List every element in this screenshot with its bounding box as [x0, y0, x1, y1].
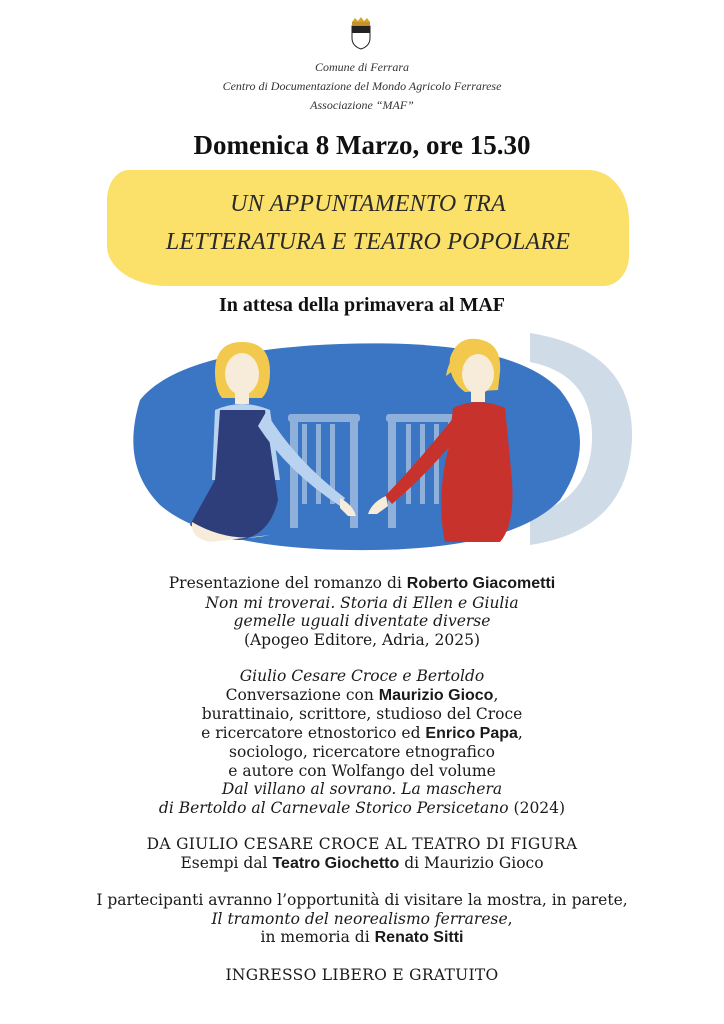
book-title-line: gemelle uguali diventate diverse — [233, 612, 491, 630]
event-subtitle: In attesa della primavera al MAF — [218, 294, 506, 316]
organizer-line: Comune di Ferrara — [315, 60, 409, 74]
exhibit-intro: I partecipanti avranno l’opportunità di visitare la mostra, in parete, — [96, 891, 628, 909]
conversation-topic: Giulio Cesare Croce e Bertoldo — [239, 667, 485, 685]
volume-title-part: di Bertoldo al Carnevale Storico Persicetano — [158, 798, 509, 817]
theatre-name: Teatro Giochetto — [272, 854, 400, 872]
guest-description: sociologo, ricercatore etnografico — [229, 743, 495, 761]
event-title — [107, 185, 629, 261]
event-details — [0, 574, 724, 984]
exhibit-line — [0, 910, 724, 929]
guest-name: Maurizio Gioco — [378, 686, 494, 704]
volume-year: (2024) — [508, 798, 566, 817]
book-title-line: Non mi troverai. Storia di Ellen e Giulia — [205, 593, 519, 612]
publisher-line: (Apogeo Editore, Adria, 2025) — [243, 630, 481, 649]
volume-title-line: Dal villano al sovrano. La maschera — [221, 780, 503, 798]
guest-name: Enrico Papa — [425, 724, 518, 742]
memorial-prefix: in memoria di — [260, 928, 375, 946]
presentation-line — [0, 574, 724, 594]
punctuation: , — [517, 723, 523, 742]
organizers — [0, 58, 724, 115]
event-title-line: LETTERATURA E TEATRO POPOLARE — [165, 229, 571, 255]
conversation-line — [0, 686, 724, 706]
presentation-intro: Presentazione del romanzo di — [168, 574, 407, 592]
figure-theatre-heading: DA GIULIO CESARE CROCE AL TEATRO DI FIGURA — [146, 835, 578, 853]
author-name: Roberto Giacometti — [406, 575, 556, 592]
punctuation: , — [507, 909, 513, 928]
event-date: Domenica 8 Marzo, ore 15.30 — [193, 130, 531, 160]
figure-theatre-line — [0, 854, 724, 874]
organizer-line: Associazione “MAF” — [310, 98, 414, 112]
volume-title-line — [0, 799, 724, 818]
event-title-line: UN APPUNTAMENTO TRA — [230, 191, 506, 217]
punctuation: , — [493, 685, 499, 704]
memorial-line — [0, 928, 724, 948]
figure-theatre-suffix: di Maurizio Gioco — [399, 853, 544, 872]
guest-description: burattinaio, scrittore, studioso del Croce — [201, 705, 523, 723]
guest-description-prefix: e ricercatore etnostorico ed — [201, 723, 426, 742]
ferrara-crest-icon — [348, 16, 374, 50]
memorial-name: Renato Sitti — [374, 929, 464, 946]
guest-description: e autore con Wolfango del volume — [228, 761, 496, 780]
admission-note: INGRESSO LIBERO E GRATUITO — [225, 965, 499, 984]
figure-theatre-prefix: Esempi dal — [180, 853, 273, 872]
guest-line — [0, 724, 724, 744]
organizer-line: Centro di Documentazione del Mondo Agricolo Ferrarese — [222, 79, 502, 93]
twins-illustration — [120, 330, 640, 555]
conversation-prefix: Conversazione con — [225, 685, 379, 704]
exhibit-title: Il tramonto del neorealismo ferrarese — [211, 909, 508, 928]
